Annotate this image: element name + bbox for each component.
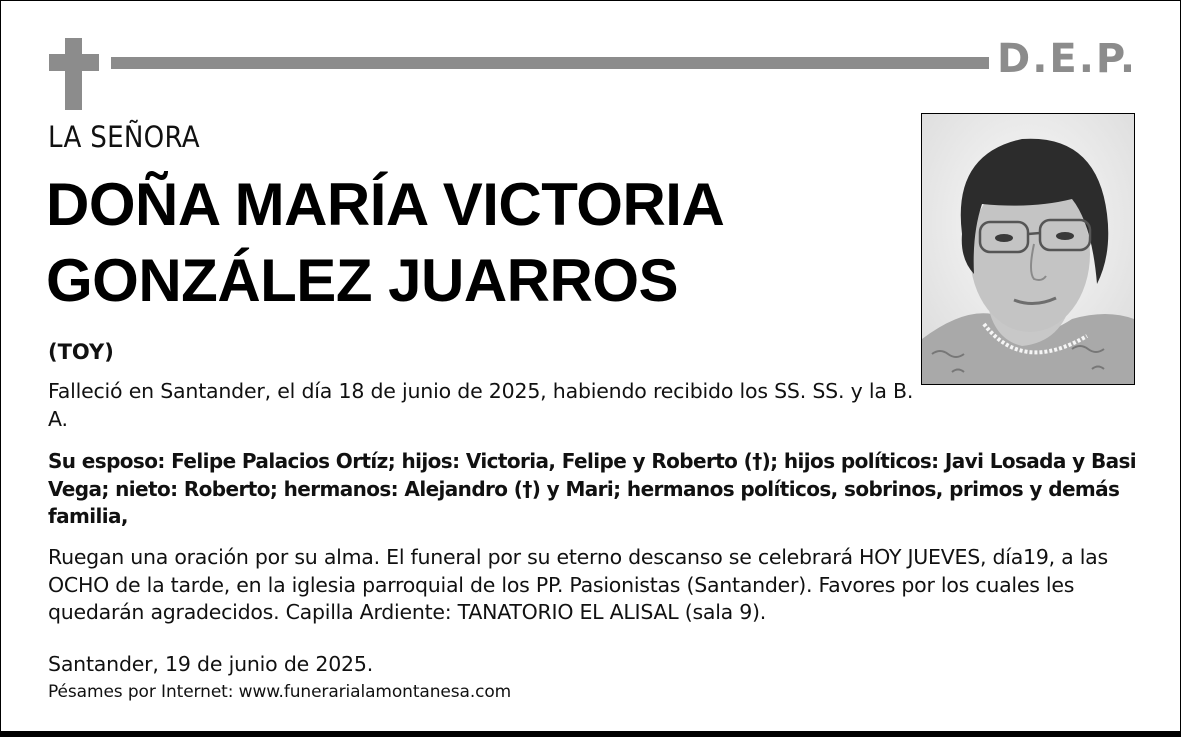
deceased-nickname: (TOY): [48, 340, 114, 364]
deceased-name-line1: DOÑA MARÍA VICTORIA: [46, 171, 725, 238]
death-notice: Falleció en Santander, el día 18 de junio de 2025, habiendo recibido los SS. SS. y la B. A.: [48, 379, 914, 431]
dep-label: D.E.P.: [997, 36, 1138, 82]
portrait-photo: [921, 113, 1135, 385]
condolences-line: Pésames por Internet: www.funerarialamontanesa.com: [48, 682, 512, 702]
deceased-name-line2: GONZÁLEZ JUARROS: [46, 247, 679, 314]
family-list: Su esposo: Felipe Palacios Ortíz; hijos: Victoria, Felipe y Roberto (†); hijos políticos: Javi Losada y Basi Vega; nieto: Roberto; hermanos: Alejandro (†) y Mari; hermanos políticos, sobrinos, primos y demás familia,: [48, 449, 1137, 528]
place-date: Santander, 19 de junio de 2025.: [48, 652, 374, 676]
bottom-rule: [1, 731, 1180, 736]
deceased-title: LA SEÑORA: [48, 120, 200, 154]
header-rule: [111, 57, 989, 69]
funeral-details: Ruegan una oración por su alma. El funeral por su eterno descanso se celebrará HOY JUEVES, día19, a las OCHO de la tarde, en la iglesia parroquial de los PP. Pasionistas (Santander). Favores por los cuales les quedarán agradecidos. Capilla Ardiente: TANATORIO EL ALISAL (sala 9).: [48, 545, 1108, 624]
deceased-name: [46, 167, 906, 319]
